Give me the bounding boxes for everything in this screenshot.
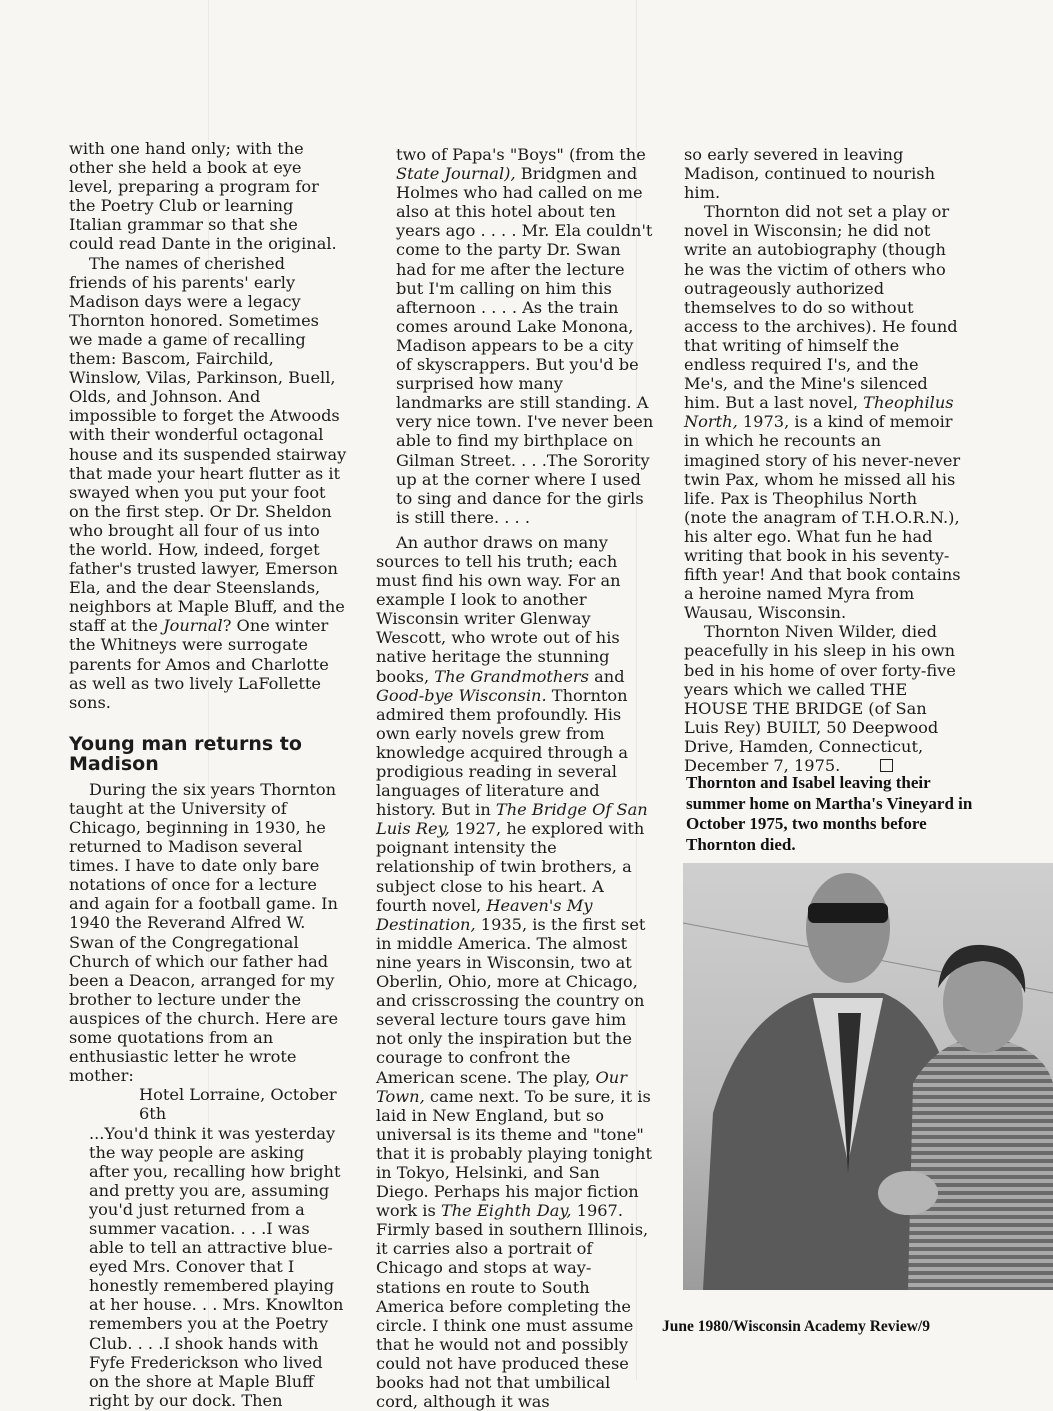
man-head: [806, 873, 890, 983]
page-footer: June 1980/Wisconsin Academy Review/9: [662, 1318, 930, 1335]
paragraph: Thornton Niven Wilder, died peacefully in his sleep in his own bed in his home of over forty-five years which we called THE HOUSE THE BRIDGE (of San Luis Rey) BUILT, 50 Deepwood Drive, Hamden, Connecticut, December 7, 1975.: [684, 622, 956, 775]
man-hand: [878, 1171, 938, 1215]
paragraph: During the six years Thornton taught at the University of Chicago, beginning in 1930, he returned to Madison several times. I have to date only bare notations of once for a lecture and again for a football game. In 1940 the Reverand Alfred W. Swan of the Congregational Church of which our father had been a Deacon, arranged for my brother to lecture under the auspices of the church. Here are some quotations from an enthusiastic letter he wrote mother:: [69, 779, 339, 1086]
text-column-3: [684, 145, 962, 775]
man-sunglasses: [808, 903, 888, 923]
paragraph: The names of cherished friends of his parents' early Madison days were a legacy Thornton honored. Sometimes we made a game of recalling them: Bascom, Fairchild, Winslow, Vilas, Parkinson, Buell, Olds, and Johnson. And impossible to forget the Atwoods with their wonderful octagonal house and its suspended stairway that made your heart flutter as it swayed when you put your foot on the first step. Or Dr. Sheldon who brought all four of us into the world. How, indeed, forget father's trusted lawyer, Emerson Ela, and the dear Steenslands, neighbors at Maple Bluff, and the staff at the Journal? One winter the Whitneys were surrogate parents for Amos and Charlotte as well as two lively LaFollette sons.: [69, 253, 347, 712]
letter-quote-continued: two of Papa's "Boys" (from the State Journal), Bridgmen and Holmes who had called on me also at this hotel about ten years ago . . . . Mr. Ela couldn't come to the party Dr. Swan had for me after the lecture but I'm calling on him this afternoon . . . . As the train comes around Lake Monona, Madison appears to be a city of skyscrappers. But you'd be surprised how many landmarks are still standing. A very nice town. I've never been able to find my birthplace on Gilman Street. . . .The Sorority up at the corner where I used to sing and dance for the girls is still there. . . .: [396, 145, 654, 527]
woman-dress: [908, 1038, 1053, 1290]
end-of-article-square-icon: [880, 759, 893, 772]
letter-quote: [69, 1085, 347, 1410]
photo-illustration: [683, 863, 1053, 1290]
text-column-2: [376, 145, 654, 1411]
paragraph: Thornton did not set a play or novel in Wisconsin; he did not write an autobiography (though he was the victim of others who outrageously authorized themselves to do so without access to the archives). He found that writing of himself the endless required I's, and the Me's, and the Mine's silenced him. But a last novel, Theophilus North, 1973, is a kind of memoir in which he recounts an imagined story of his never-never twin Pax, whom he missed all his life. Pax is Theophilus North (note the anagram of T.H.O.R.N.), his alter ego. What fun he had writing that book in his seventy-fifth year! And that book contains a heroine named Myra from Wausau, Wisconsin.: [684, 202, 961, 623]
letter-address: Hotel Lorraine, October 6th: [139, 1085, 337, 1124]
text-column-1: [69, 139, 347, 1410]
photo-thornton-and-isabel: [683, 863, 1053, 1290]
photo-caption: Thornton and Isabel leaving their summer home on Martha's Vineyard in October 1975, two months before Thornton died.: [686, 773, 973, 854]
paragraph: so early severed in leaving Madison, continued to nourish him.: [684, 145, 936, 203]
section-heading: Young man returns to Madison: [69, 732, 302, 775]
letter-body: ...You'd think it was yesterday the way people are asking after you, recalling how bright and pretty you are, assuming you'd just returned from a summer vacation. . . .I was able to tell an attractive blue-eyed Mrs. Conover that I honestly remembered playing at her house. . . Mrs. Knowlton remembers you at the Poetry Club. . . .I shook hands with Fyfe Frederickson who lived on the shore at Maple Bluff right by our dock. Then: [89, 1123, 344, 1410]
paragraph: with one hand only; with the other she held a book at eye level, preparing a program for the Poetry Club or learning Italian grammar so that she could read Dante in the original.: [69, 139, 337, 254]
paragraph: An author draws on many sources to tell his truth; each must find his own way. For an example I look to another Wisconsin writer Glenway Wescott, who wrote out of his native heritage the stunning books, The Grandmothers and Good-bye Wisconsin. Thornton admired them profoundly. His own early novels grew from knowledge acquired through a prodigious reading in several languages of literature and history. But in The Bridge Of San Luis Rey, 1927, he explored with poignant intensity the relationship of twin brothers, a subject close to his heart. A fourth novel, Heaven's My Destination, 1935, is the first set in middle America. The almost nine years in Wisconsin, two at Oberlin, Ohio, more at Chicago, and crisscrossing the country on several lecture tours gave him not only the inspiration but the courage to confront the American scene. The play, Our Town, came next. To be sure, it is laid in New England, but so universal is its theme and "tone" that it is probably playing tonight in Tokyo, Helsinki, and San Diego. Perhaps his major fiction work is The Eighth Day, 1967. Firmly based in southern Illinois, it carries also a portrait of Chicago and stops at way-stations en route to South America before completing the circle. I think one must assume that he would not and possibly could not have produced these books had not that umbilical cord, although it was: [376, 532, 652, 1411]
